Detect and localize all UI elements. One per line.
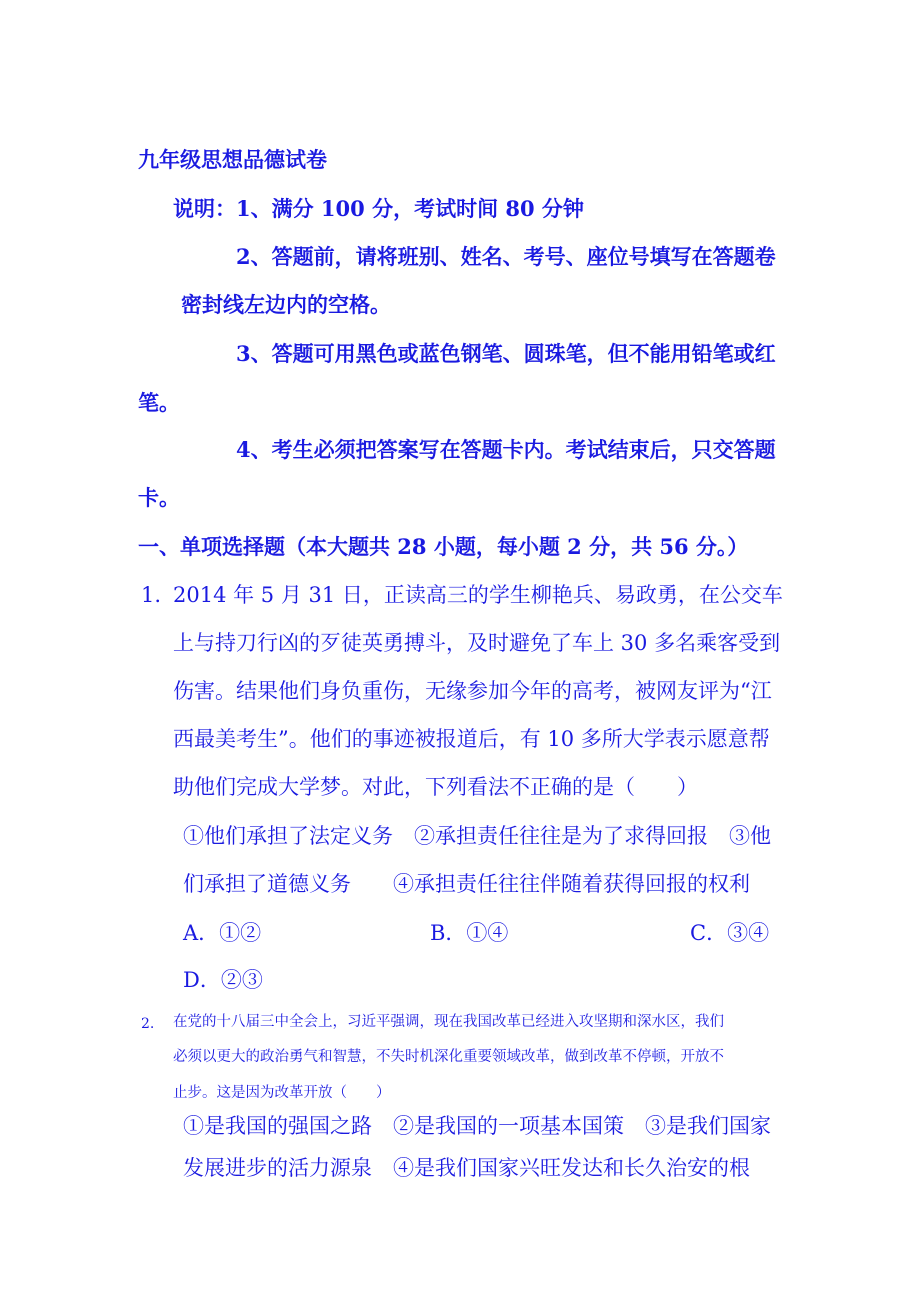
statement-line: ①是我国的强国之路 ②是我国的一项基本国策 ③是我们国家 <box>183 1114 771 1138</box>
note-4-line-1: 4、考生必须把答案写在答题卡内。考试结束后，只交答题 <box>236 437 776 462</box>
note-4-line-2: 卡。 <box>138 485 180 510</box>
option-c: C．③④ <box>690 921 770 945</box>
notes-lead: 说明：1、满分 100 分，考试时间 80 分钟 <box>173 196 584 221</box>
exam-title: 九年级思想品德试卷 <box>138 147 327 172</box>
option-d: D．②③ <box>183 968 263 992</box>
section-heading: 一、单项选择题（本大题共 28 小题，每小题 2 分，共 56 分。） <box>138 534 749 559</box>
question-text-line: 2014 年 5 月 31 日，正读高三的学生柳艳兵、易政勇，在公交车 <box>173 583 783 607</box>
question-text-line: 必须以更大的政治勇气和智慧，不失时机深化重要领域改革，做到改革不停顿，开放不 <box>173 1049 724 1065</box>
note-3-line-2: 笔。 <box>138 390 180 415</box>
question-number: 2. <box>141 1016 155 1032</box>
question-text-line: 西最美考生”。他们的事迹被报道后，有 10 多所大学表示愿意帮 <box>173 727 770 751</box>
question-text-line: 在党的十八届三中全会上，习近平强调，现在我国改革已经进入攻坚期和深水区，我们 <box>173 1014 724 1030</box>
question-text-line: 助他们完成大学梦。对此，下列看法不正确的是（ ） <box>173 775 698 799</box>
note-2-line-1: 2、答题前，请将班别、姓名、考号、座位号填写在答题卷 <box>236 244 776 269</box>
question-text-line: 上与持刀行凶的歹徒英勇搏斗，及时避免了车上 30 多名乘客受到 <box>173 631 781 655</box>
option-b: B．①④ <box>430 921 509 945</box>
question-number: 1. <box>141 583 162 607</box>
statement-line: ①他们承担了法定义务 ②承担责任往往是为了求得回报 ③他 <box>183 824 771 848</box>
question-text-line: 伤害。结果他们身负重伤，无缘参加今年的高考，被网友评为“江 <box>173 679 772 703</box>
statement-line: 发展进步的活力源泉 ④是我们国家兴旺发达和长久治安的根 <box>183 1156 750 1180</box>
note-2-line-2: 密封线左边内的空格。 <box>181 292 391 317</box>
question-text-line: 止步。这是因为改革开放（ ） <box>173 1085 391 1101</box>
statement-line: 们承担了道德义务 ④承担责任往往伴随着获得回报的权利 <box>183 872 750 896</box>
note-3-line-1: 3、答题可用黑色或蓝色钢笔、圆珠笔，但不能用铅笔或红 <box>236 341 776 366</box>
option-a: A．①② <box>183 921 262 945</box>
